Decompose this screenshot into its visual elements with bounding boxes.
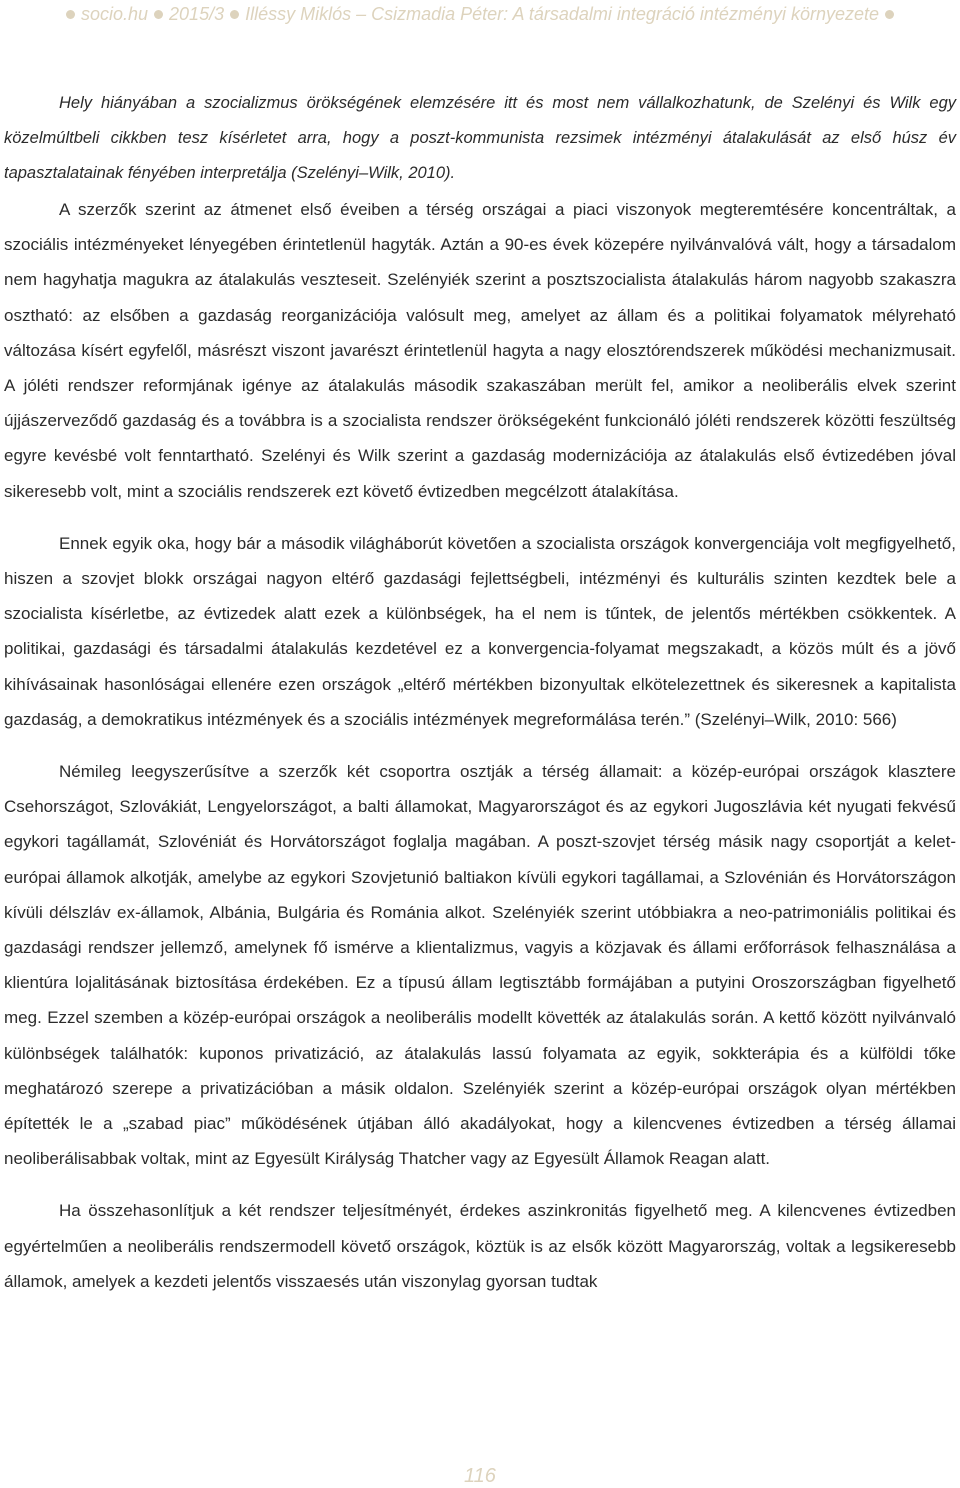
- paragraph-2: A szerzők szerint az átmenet első éveiben a térség országai a piaci viszonyok megteremtésére koncentráltak, a szociális intézményeket lényegében érintetlenül hagyták. Aztán a 90-es évek közepére nyilvánvalóvá vált, hogy a társadalom nem hagyhatja magukra az átalakulás veszteseit. Szelényiék szerint a posztszocialista átalakulás három nagyobb szakaszra osztható: az elsőben a gazdaság reorganizációja valósult meg, amelyet az állam és a politikai folyamatok mélyreható változása kísért egyfelől, másrészt viszont javarészt érintetlenül hagyta a nagy elosztórendszerek működési mechanizmusait. A jóléti rendszer reformjának igénye az átalakulás második szakaszában merült fel, amikor a neoliberális elvek szerint újjászerveződő gazdaság és a továbbra is a szocialista rendszer örökségeként funkcionáló jóléti rendszerek közötti feszültség egyre kevésbé volt fenntartható. Szelényi és Wilk szerint a gazdaság modernizációja az átalakulás első évtizedében jóval sikeresebb volt, mint a szociális rendszerek ezt követő évtizedben megcélzott átalakítása.: [4, 200, 956, 501]
- bullet-icon: [230, 10, 239, 19]
- bullet-icon: [154, 10, 163, 19]
- bullet-icon: [885, 10, 894, 19]
- header-issue: 2015/3: [169, 4, 225, 24]
- header-site: socio.hu: [80, 4, 149, 24]
- paragraph-1: Hely hiányában a szocializmus örökségének elemzésére itt és most nem vállalkozhatunk, de Szelényi és Wilk egy közelmúltbeli cikkben tesz kísérletet arra, hogy a poszt-kommunista rezsimek intézményi átalakulását az első húsz év tapasztalatainak fényében interpretálja (Szelényi–Wilk, 2010).: [4, 94, 956, 182]
- paragraph-4: Némileg leegyszerűsítve a szerzők két csoportra osztják a térség államait: a közép-európai országok klasztere Csehországot, Szlovákiát, Lengyelországot, a balti államokat, Magyarországot és az egykori Jugoszlávia két nyugati fekvésű egykori tagállamát, Szlovéniát és Horvátországot foglalja magában. A poszt-szovjet térség másik nagy csoportját a kelet-európai államok alkotják, amelybe az egykori Szovjetunió baltiakon kívüli egykori tagállamai, a Szlovénián és Horvátországon kívüli délszláv ex-államok, Albánia, Bulgária és Románia alkot. Szelényiék szerint utóbbiakra a neo-patrimoniális politikai és gazdasági rendszer jellemző, amelynek fő ismérve a klientalizmus, vagyis a közjavak és állami erőforrások felhasználása a klientúra lojalitásának biztosítása érdekében. Ez a típusú állam legtisztább formájában a putyini Oroszországban figyelhető meg. Ezzel szemben a közép-európai országok a neoliberális modellt követték az átalakulás során. A kettő között nyilvánvaló különbségek találhatók: kuponos privatizáció, az átalakulás lassú folyamata az egyik, sokkterápia és a külföldi tőke meghatározó szerepe a privatizációban a másik oldalon. Szelényiék szerint a közép-európai országok olyan mértékben építették le a „szabad piac” működésének útjában álló akadályokat, hogy a kilencvenes évtizedben a térség államai neoliberálisabbak voltak, mint az Egyesült Királyság Thatcher vagy az Egyesült Államok Reagan alatt.: [4, 762, 956, 1169]
- bullet-icon: [66, 10, 75, 19]
- paragraph-3: Ennek egyik oka, hogy bár a második világháborút követően a szocialista országok konvergenciája volt megfigyelhető, hiszen a szovjet blokk országai nagyon eltérő gazdasági fejlettségbeli, intézményi és kulturális szinten kezdtek bele a szocialista kísérletbe, az évtizedek alatt ezek a különbségek, ha el nem is tűntek, de jelentős mértékben csökkentek. A politikai, gazdasági és társadalmi átalakulás kezdetével ez a konvergencia-folyamat megszakadt, a közös múlt és a jövő kihívásainak hasonlóságai ellenére ezen országok „eltérő mértékben bizonyultak elkötelezettnek és sikeresnek a kapitalista gazdaság, a demokratikus intézmények és a szociális intézmények megreformálása terén.” (Szelényi–Wilk, 2010: 566): [4, 533, 956, 729]
- paragraph-5: Ha összehasonlítjuk a két rendszer teljesítményét, érdekes aszinkronitás figyelhető meg. A kilencvenes évtizedben egyértelműen a neoliberális rendszermodell követő országok, köztük is az elsők között Magyarország, voltak a legsikeresebb államok, amelyek a kezdeti jelentős visszaesés után viszonylag gyorsan tudtak: [4, 1201, 956, 1291]
- header-article: Illéssy Miklós – Csizmadia Péter: A társadalmi integráció intézményi környezete: [245, 4, 880, 24]
- article-body: [4, 86, 956, 1299]
- page-number: 116: [464, 1465, 496, 1487]
- running-header: [0, 4, 960, 25]
